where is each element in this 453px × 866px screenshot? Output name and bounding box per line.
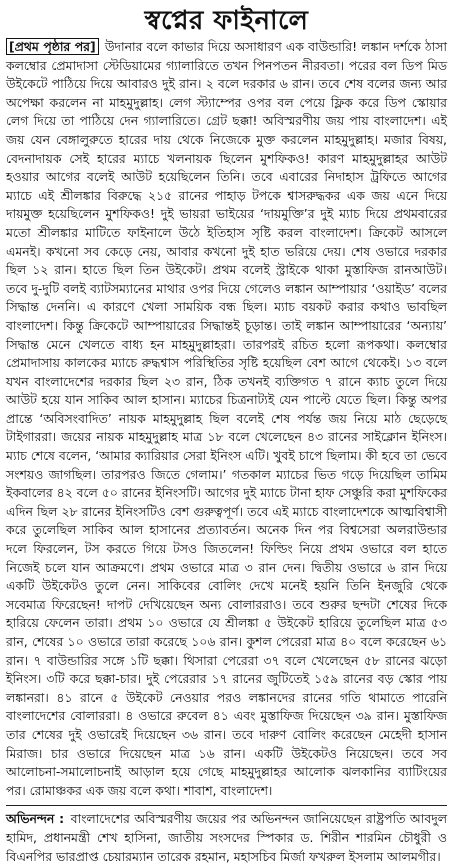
congratulations-note bbox=[6, 810, 447, 866]
article-text: উদানার বলে কাভার দিয়ে অসাধারণ এক বাউন্ডারি! লঙ্কান দর্শকে ঠাসা কলম্বোর প্রেমাদাসা স্টেডিয়ামের গ্যালারিতে তখন পিনপতন নীরবতা। পরের বল ডিপ মিড উইকেটে পাঠিয়ে দিয়ে আবারও দুই রান। ২ বলে দরকার ৬ রান। তবে শেষ বলের জন্য আর অপেক্ষা করলেন না মাহমুদুল্লাহ। লেগ স্ট্যাম্পের ওপর বল পেয়ে ফ্লিক করে ডিপ স্কোয়ার লেগ দিয়ে তা পাঠিয়ে দেন গ্যালারিতে। গ্রেট ছক্কা! অবিস্মরণীয় জয় পায় বাংলাদেশ। এই জয় যেন বেঙ্গালুরুতে হারের দায় থেকে নিজেকে মুক্ত করলেন মাহমুদুল্লাহ। মজার বিষয়, বেদনাদায়ক সেই হারের ম্যাচে খলনায়ক ছিলেন মুশফিকও! কারণ মাহমুদুল্লাহর আউট হওয়ার আগের বলেই আউট হয়েছিলেন তিনি। তবে এবারের নিদাহাস ট্রফিতে আগের ম্যাচে এই শ্রীলঙ্কার বিরুদ্ধে ২১৫ রানের পাহাড় টপকে শ্বাসরুদ্ধকর এক জয় এনে দিয়ে দায়মুক্ত হয়েছিলেন মুশফিকও! দুই ভায়রা ভাইয়ের ‘দায়মুক্তি’র দুই ম্যাচ দিয়ে প্রথমবারের মতো শ্রীলঙ্কার মাটিতে ফাইনালে উঠে ইতিহাস সৃষ্টি করল বাংলাদেশ। ক্রিকেট আসলে এমনই। কখনো সব কেড়ে নেয়, আবার কখনো দুই হাত ভরিয়ে দেয়। শেষ ওভারে দরকার ছিল ১২ রান। হাতে ছিল তিন উইকেট। প্রথম বলেই স্ট্রাইকে থাকা মুস্তাফিজ রানআউট। তবে দু-দুটি বলই ব্যাটসম্যানের মাথার ওপর দিয়ে গেলেও লঙ্কান আম্পায়ার ‘ওয়াইড’ বলের সিদ্ধান্ত দেননি। এ কারণে খেলা সাময়িক বন্ধ ছিল। ম্যাচ বয়কট করার কথাও ভাবছিল বাংলাদেশ। কিন্তু ক্রিকেটে আম্পায়ারের সিদ্ধান্তই চূড়ান্ত। তাই লঙ্কান আম্পায়ারের ‘অন্যায়’ সিদ্ধান্ত মেনে খেলতে বাধ্য হন মাহমুদুল্লাহরা। তারপরই রচিত হলো রূপকথা। কলম্বোর প্রেমাদাসায় কালকের ম্যাচে রুদ্ধশ্বাস পরিস্থিতির সৃষ্টি হয়েছিল বেশ আগে থেকেই। ১৩ বলে যখন বাংলাদেশের দরকার ছিল ২৩ রান, ঠিক তখনই ব্যক্তিগত ৭ রানে ক্যাচ তুলে দিয়ে আউট হয়ে যান সাকিব আল হাসান। ম্যাচের চিত্রনাট্যই যেন পাল্টে যেতে ছিল। কিন্তু অপর প্রান্তে ‘অবিসংবাদিত’ নায়ক মাহমুদুল্লাহ ছিল বলেই শেষ পর্যন্ত জয় নিয়ে মাঠ ছেড়েছে টাইগাররা। জয়ের নায়ক মাহমুদুল্লাহ মাত্র ১৮ বলে খেলেছেন ৪৩ রানের সাইক্লোন ইনিংস। ম্যাচ শেষে বলেন, ‘আমার ক্যারিয়ার সেরা ইনিংস এটি। খুবই চাপে ছিলাম। কী হবে তা ভেবে সংশয়ও জাগছিল। তারপরও জিতে গেলাম।’ গতকাল ম্যাচের ভিত গড়ে দিয়েছিল তামিম ইকবালের ৪২ বলে ৫০ রানের ইনিংসটি। আগের দুই ম্যাচে টানা হাফ সেঞ্চুরি করা মুশফিকের এদিন ছিল ২৮ রানের ইনিংসটিও বেশ গুরুত্বপূর্ণ। তবে এই ম্যাচে বাংলাদেশকে আত্মবিশ্বাসী করে তুলেছিল সাকিব আল হাসানের প্রত্যাবর্তন। অনেক দিন পর বিশ্বসেরা অলরাউন্ডার দলে ফিরলেন, টস করতে গিয়ে টসও জিতলেন! ফিল্ডিং নিয়ে প্রথম ওভারে বল হাতে নিজেই চলে যান আক্রমণে। প্রথম ওভারে মাত্র ৩ রান দেন। দ্বিতীয় ওভারে ৬ রান দিয়ে একটি উইকেটও তুলে নেন। সাকিবের বোলিং দেখে মনেই হয়নি তিনি ইনজুরি থেকে সবেমাত্র ফিরেছেন! দাপট দেখিয়েছেন অন্য বোলাররাও। তবে শুরুর ছন্দটা শেষের দিকে হারিয়ে ফেলেন তারা। প্রথম ১০ ওভারে যে শ্রীলঙ্কা ৫ উইকেট হারিয়ে তুলেছিল মাত্র ৫৩ রান, শেষের ১০ ওভারে তারা করেছে ১০৬ রান। কুশল পেরেরা মাত্র ৪০ বলে করেছেন ৬১ রান। ৭ বাউন্ডারির সঙ্গে ১টি ছক্কা। থিসারা পেরেরা ৩৭ বলে খেলেছেন ৫৮ রানের ঝড়ো ইনিংস। ৩টি করে ছক্কা-চার। দুই পেরেরার ১৭ রানের জুটিতেই ১৫৯ রানের বড় স্কোর পায় লঙ্কানরা। ৪১ রানে ৫ উইকেট নেওয়ার পরও লঙ্কানদের রানের গতি থামাতে পারেনি বাংলাদেশের বোলাররা। ৪ ওভারে রুবেল ৪১ এবং মুস্তাফিজ দিয়েছেন ৩৯ রান। মুস্তাফিজ তার শেষের দুই ওভারেই দিয়েছেন ৩৬ রান। তবে দারুণ বোলিং করেছেন মেহেদী হাসান মিরাজ। চার ওভারে দিয়েছেন মাত্র ১৬ রান। একটি উইকেটও নিয়েছেন। তবে সব আলোচনা-সমালোচনাই আড়াল হয়ে গেছে মাহমুদুল্লাহর আলোক ঝলকানির ব্যাটিংয়ের পর। রোমাঞ্চকর এক জয় বলে কথা। শাবাশ, বাংলাদেশ। bbox=[6, 39, 447, 798]
continued-from-label: [প্রথম পৃষ্ঠার পর] bbox=[6, 38, 99, 55]
headline: স্বপ্নের ফাইনালে bbox=[144, 6, 309, 36]
article-body bbox=[6, 38, 447, 800]
congratulations-label: অভিনন্দন : bbox=[6, 811, 65, 827]
congratulations-text: বাংলাদেশের অবিস্মরণীয় জয়ের পর অভিনন্দন জানিয়েছেন রাষ্ট্রপতি আবদুল হামিদ, প্রধানমন্ত্রী শেখ হাসিনা, জাতীয় সংসদের স্পিকার ড. শিরীন শারমিন চৌধুরী ও বিএনপির ভারপ্রাপ্ত চেয়ারম্যান তারেক রহমান, মহাসচিব মির্জা ফখরুল ইসলাম আলমগীর। bbox=[6, 811, 447, 864]
section-divider bbox=[6, 805, 447, 806]
